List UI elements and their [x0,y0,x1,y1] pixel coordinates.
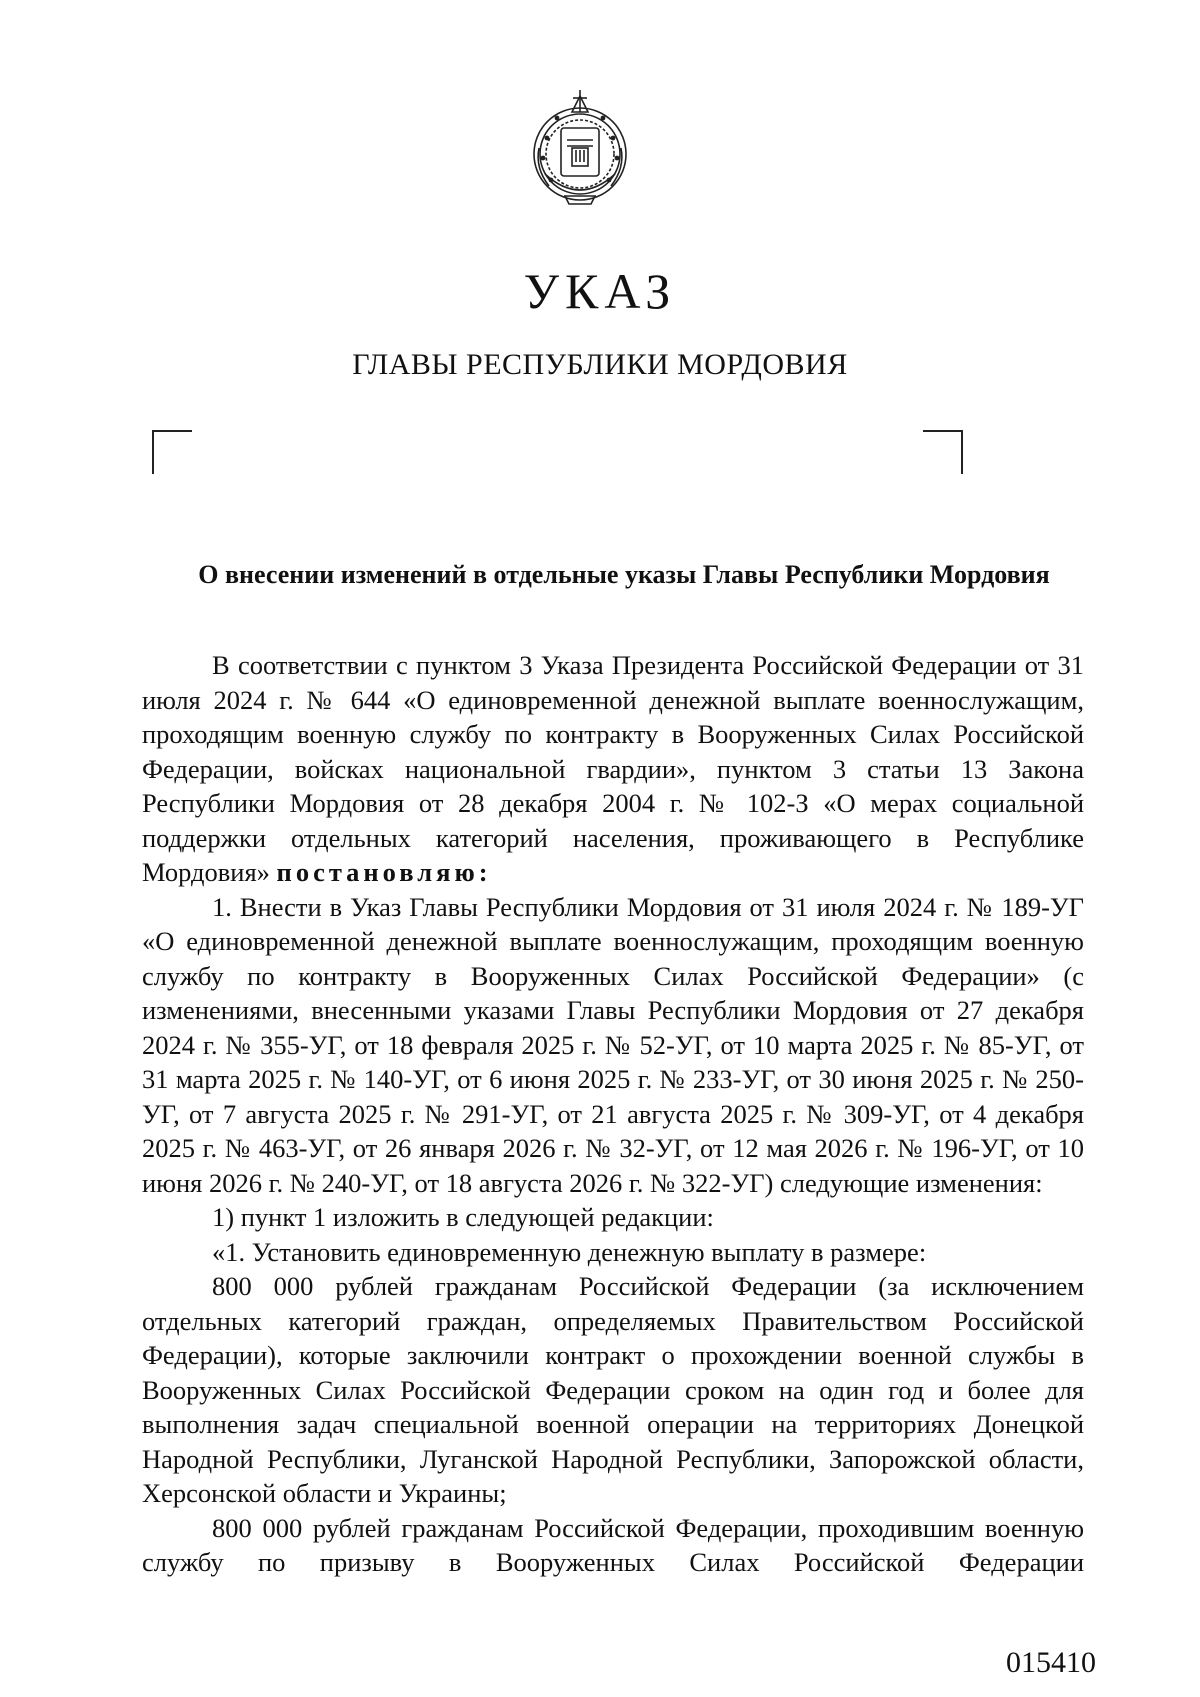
decree-word: постановляю: [276,857,492,887]
payment-paragraph-a: 800 000 рублей гражданам Российской Федерации (за исключением отдельных категорий граждан, определяемых Правительством Российской Федерации), которые заключили контракт о прохождении военной службы в Вооруженных Силах Российской Федерации сроком на один год и более для выполнения задач специальной военной операции на территориях Донецкой Народной Республики, Луганской Народной Республики, Запорожской области, Херсонской области и Украины; [142,1271,1084,1508]
preamble-paragraph [142,648,1084,890]
document-title: УКАЗ [523,263,677,319]
payment-paragraph-b: 800 000 рублей гражданам Российской Федерации, проходившим военную службу по призыву в Вооруженных Силах Российской Федерации [142,1512,1084,1577]
item-1-paragraph: 1. Внести в Указ Главы Республики Мордовия от 31 июля 2024 г. № 189-УГ «О единовременной денежной выплате военнослужащим, проходящим военную службу по контракту в Вооруженных Силах Российской Федерации» (с изменениями, внесенными указами Главы Республики Мордовия от 27 декабря 2024 г. № 355-УГ, от 18 февраля 2025 г. № 52-УГ, от 10 марта 2025 г. № 85-УГ, от 31 марта 2025 г. № 140-УГ, от 6 июня 2025 г. № 233-УГ, от 30 июня 2025 г. № 250-УГ, от 7 августа 2025 г. № 291-УГ, от 21 августа 2025 г. № 309-УГ, от 4 декабря 2025 г. № 463-УГ, от 26 января 2026 г. № 32-УГ, от 12 мая 2026 г. № 196-УГ, от 10 июня 2026 г. № 240-УГ, от 18 августа 2026 г. № 322-УГ) следующие изменения: [142,891,1084,1198]
document-body [142,648,1084,1580]
page-number: 015410 [1006,1646,1096,1679]
quote-start-paragraph: «1. Установить единовременную денежную выплату в размере: [212,1236,927,1267]
corner-mark-left [152,430,192,474]
document-subtitle: ГЛАВЫ РЕСПУБЛИКИ МОРДОВИЯ [352,348,848,381]
preamble-text: В соответствии с пунктом 3 Указа Президента Российской Федерации от 31 июля 2024 г. № 644 «О единовременной денежной выплате военнослужащим, проходящим военную службу по контракту в Вооруженных Силах Российской Федерации, войсках национальной гвардии», пунктом 3 статьи 13 Закона Республики Мордовия от 28 декабря 2004 г. № 102-З «О мерах социальной поддержки отдельных категорий населения, проживающего в Республике Мордовия» [142,650,1084,887]
emblem-icon [525,88,635,213]
document-heading: О внесении изменений в отдельные указы Главы Республики Мордовия [198,560,1050,589]
subitem-1-paragraph: 1) пункт 1 изложить в следующей редакции: [212,1202,714,1232]
corner-mark-right [923,430,963,474]
